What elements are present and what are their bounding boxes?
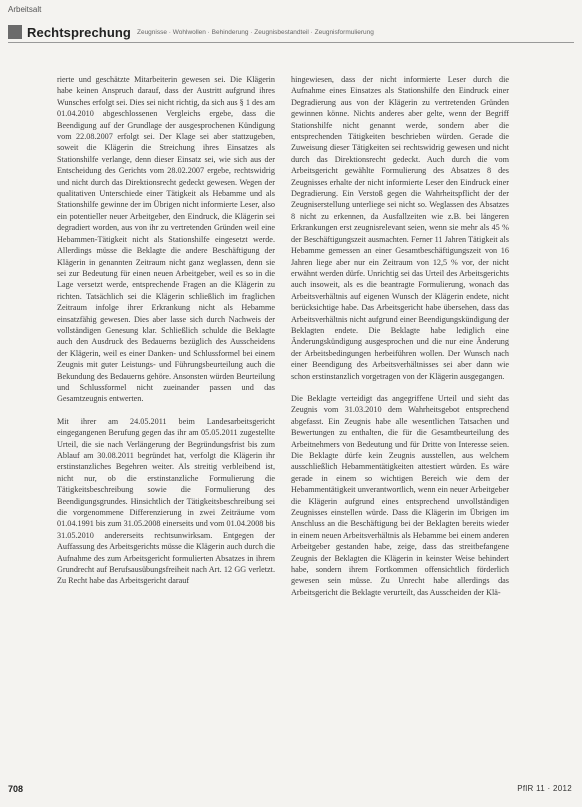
paragraph: rierte und geschätzte Mitarbeiterin gewesen sei. Die Klägerin habe keinen Anspruch darauf, dass der Austritt aufgrund ihres Wunsches erfolgt sei. Dies sei nicht richtig, da sich aus § 1 des am 01.04.2010 abgeschlossenen Vergleichs ergebe, dass die Beendigung auf der Grundlage der ausgesprochenen Kündigung vom 22.08.2007 erfolgt sei. Der Klage sei aber stattzugeben, soweit die Klägerin die Streichung ihres Einsatzes als Stationshilfe verlange, denn dieser Einsatz sei, wie sich aus der Entscheidung des Gerichts vom 28.02.2007 ergebe, rechtswidrig und nicht durch das Direktionsrecht gedeckt gewesen. Wegen der qualitativen Unterschiede einer Tätigkeit als Hebamme und als Stationshilfe gewinne der im Übrigen nicht informierte Leser, also ein potentieller neuer Arbeitgeber, den Eindruck, die Klägerin sei degradiert worden, aus von ihr zu vertretenden Gründen weil eine Hebammen-Tätigkeit nicht als Stationshilfe eingesetzt werde. Allerdings müsse die Beklagte die andere Beschäftigung der Klägerin in genannten Zeitraum nicht ganz weglassen, denn sie sei zur Bedeutung für einen neuen Arbeitgeber, weil es so in die Lage versetzt werde, entsprechende Fragen an die Klägerin zu richten. Tatsächlich sei die Klägerin schließlich im fraglichen Zeitraum infolge ihrer Erkrankung nicht als Hebamme einsatzfähig gewesen. Dies aber lasse sich durch Nachweis der vollständigen Genesung klar. Schließlich schulde die Beklagte auch den Ausdruck des Bedauerns bezüglich des Ausscheidens der Klägerin, weil es einer Danken- und Schlussformel bei einem Zeugnis mit guter Leistungs- und Führungsbeurteilung auch die Bekundung des Bedauerns gehöre. Ansonsten würden Beurteilung und Schlussformel nicht zueinander passen und das Gesamtzeugnis entwerten. <box>57 75 275 404</box>
section-label: Arbeitsalt <box>8 5 42 14</box>
page-number: 708 <box>8 784 24 794</box>
paragraph: Mit ihrer am 24.05.2011 beim Landesarbeitsgericht eingegangenen Berufung gegen das ihr am 05.05.2011 zugestellte Urteil, die sie nach Verlängerung der Begründungsfrist bis zum Ablauf am 30.08.2011 begründet hat, verfolgt die Klägerin ihr erstinstanzliches Begehren weiter. Als streitig verbleibend ist, nicht nur, ob die erstinstanzliche Formulierung die Tätigkeitsbeschreibung sowie die Formulierung des Beendigungsgrundes. Hinsichtlich der Tätigkeitsbeschreibung sei die vorgenommene Differenzierung in zwei Zeiträume vom 01.04.1991 bis zum 31.05.2008 einerseits und vom 01.04.2008 bis 31.05.2010 andererseits rechtsunwirksam. Entgegen der Auffassung des Arbeitsgerichts müsse die Klägerin auch durch die Aufnahme des zum Arbeitsgericht formulierten Absatzes in ihrem Grundrecht auf Berufsausübungsfreiheit nach Art. 12 GG verletzt. Zu Recht habe das Arbeitsgericht darauf <box>57 416 275 586</box>
journal-citation: PflR 11 · 2012 <box>517 784 572 793</box>
page-header <box>8 24 574 40</box>
header-title: Rechtsprechung <box>27 24 131 40</box>
paragraph: Die Beklagte verteidigt das angegriffene Urteil und sieht das Zeugnis vom 31.03.2010 dem Wahrheitsgebot entsprechend abgefasst. Ein Zeugnis habe alle wesentlichen Tatsachen und Bewertungen zu enthalten, die für die Gesamtbeurteilung des Arbeitnehmers von Bedeutung und für Dritte von Interesse seien. Die Beklagte dürfe kein Zeugnis ausstellen, aus welchem ausschließlich Hebammentätigkeiten attestiert würden. Es wäre gerade in einem so wichtigen Bereich wie dem der Hebammentätigkeit unverantwortlich, wenn ein neuer Arbeitgeber die Klägerin aufgrund eines entsprechend unvollständigen Zeugnisses einstellen würde. Dass die Klägerin im Übrigen im Anschluss an die Beschäftigung bei der Beklagten bereits wieder in einem neuen Arbeitsverhältnis als Hebamme bei einem anderen Arbeitgeber gestanden habe, zeige, dass das streitbefangene Zeugnis der Beklagten die Klägerin in keinster Weise behindert habe, sondern ihrem Fortkommen offensichtlich förderlich gewesen sein müsse. Zu Unrecht habe allerdings das Arbeitsgericht die Beklagte verurteilt, das Ausscheiden der Klä- <box>291 393 509 597</box>
right-column <box>291 74 509 609</box>
header-square-icon <box>8 25 22 39</box>
left-column <box>57 74 275 598</box>
paragraph: hingewiesen, dass der nicht informierte Leser durch die Aufnahme eines Einsatzes als Stationshilfe den Eindruck einer Degradierung aus von der Klägerin zu vertretenden Gründen gewinnen könne. Nichts anderes aber gelte, wenn der Begriff Stationshilfe nicht genannt werde, sondern aber die entsprechenden Tätigkeiten beschrieben würden. Gerade die Zuweisung dieser Tätigkeiten sei rechtswidrig gewesen und nicht durch das Direktionsrecht gedeckt. Auch durch die vom Arbeitsgericht gewählte Formulierung des Absatzes 8 des Zeugnisses erhalte der nicht informierte Leser den Eindruck einer Degradierung. Ein Verstoß gegen die Wahrheitspflicht der der Zeugniserstellung unterliege sei nicht so. Weglassen des Absatzes 8 nicht zu erkennen, da Ausfallzeiten wie z.B. bei längeren Erkrankungen erst zeugnisrelevant seien, wenn sie mehr als 45 % der Beschäftigungszeit ausmachten. Ferner 11 Jahren Tätigkeit als Hebamme gemessen an einer Gesamtbeschäftigungszeit von 16 Jahren liege aber nur ein Zeitraum von 12,5 % vor, der nicht erwähnt werden dürfe. Unrichtig sei das Urteil des Arbeitsgerichts auch insoweit, als es die beantragte Formulierung, wonach das Arbeitsverhältnis auf eigenen Wunsch der Klägerin endete, nicht berücksichtige habe. Das Arbeitsgericht habe übersehen, dass das Arbeitsverhältnis nicht aufgrund einer Beendigungskündigung der Beklagten endete. Die Beklagte habe lediglich eine Änderungskündigung ausgesprochen und die nur eine Änderung der Arbeitsbedingungen herbeiführen wollen. Der Wunsch nach einer Beendigung des Arbeitsverhältnisses sei aber dann wie schon erstinstanzlich vorgetragen von der Klägerin ausgegangen. <box>291 75 509 381</box>
header-divider <box>8 42 574 43</box>
header-subtitle: Zeugnisse · Wohlwollen · Behinderung · Zeugnisbestandteil · Zeugnisformulierung <box>136 28 374 36</box>
